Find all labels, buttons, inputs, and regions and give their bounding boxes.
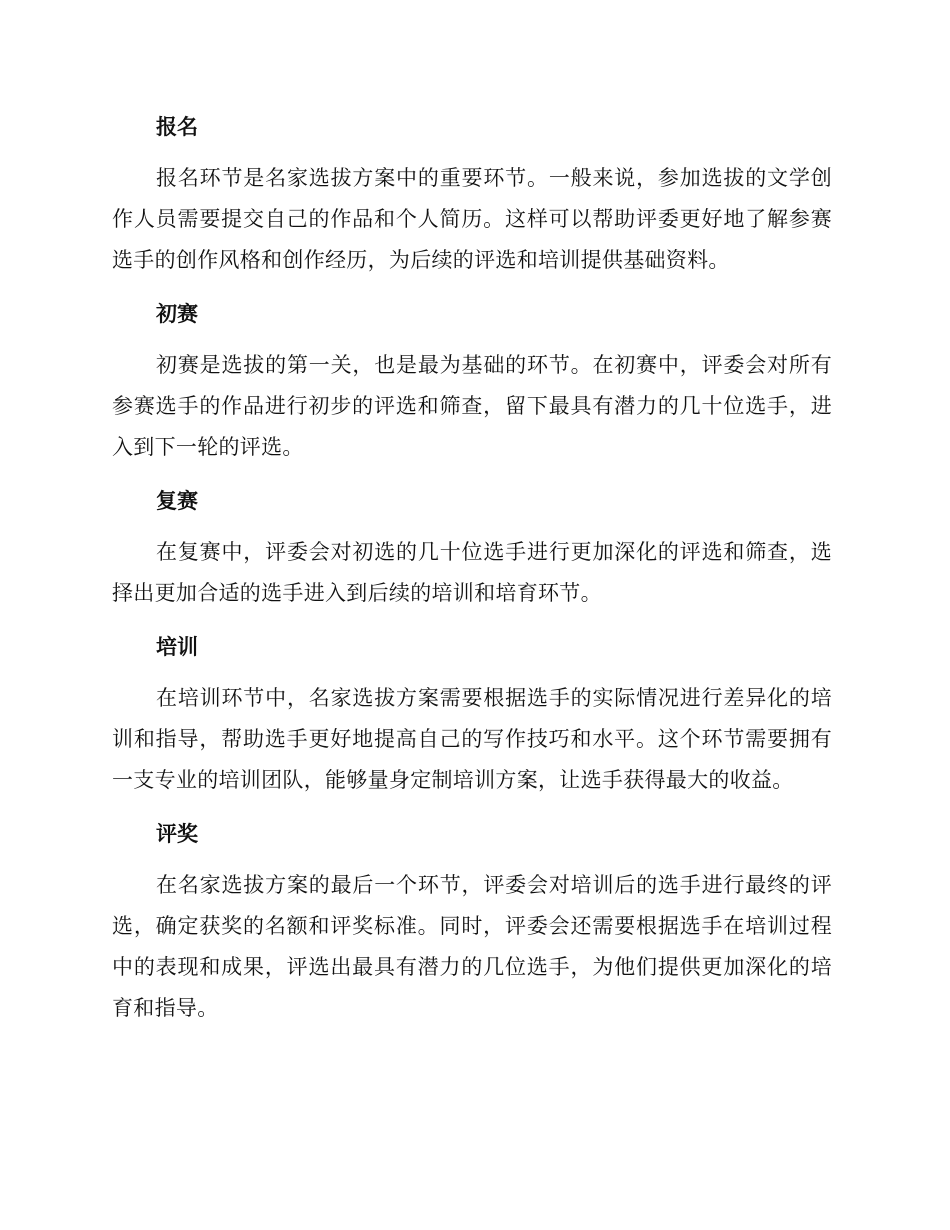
section-paragraph: 在名家选拔方案的最后一个环节，评委会对培训后的选手进行最终的评选，确定获奖的名额和评奖标准。同时，评委会还需要根据选手在培训过程中的表现和成果，评选出最具有潜力的几位选手，为他们提供更加深化的培育和指导。 xyxy=(112,873,832,1020)
section-heading: 复赛 xyxy=(156,489,198,513)
section-registration xyxy=(112,106,832,281)
section-preliminary xyxy=(112,293,832,468)
document-page xyxy=(112,106,832,1041)
section-awards xyxy=(112,813,832,1029)
section-heading: 初赛 xyxy=(156,302,198,326)
section-heading: 培训 xyxy=(156,635,198,659)
section-paragraph: 在培训环节中，名家选拔方案需要根据选手的实际情况进行差异化的培训和指导，帮助选手更好地提高自己的写作技巧和水平。这个环节需要拥有一支专业的培训团队，能够量身定制培训方案，让选手获得最大的收益。 xyxy=(112,686,832,792)
section-paragraph: 初赛是选拔的第一关，也是最为基础的环节。在初赛中，评委会对所有参赛选手的作品进行初步的评选和筛查，留下最具有潜力的几十位选手，进入到下一轮的评选。 xyxy=(112,353,832,459)
section-semifinal xyxy=(112,480,832,614)
section-training xyxy=(112,626,832,801)
section-heading: 报名 xyxy=(156,115,198,139)
section-heading: 评奖 xyxy=(156,822,198,846)
section-paragraph: 报名环节是名家选拔方案中的重要环节。一般来说，参加选拔的文学创作人员需要提交自己的作品和个人简历。这样可以帮助评委更好地了解参赛选手的创作风格和创作经历，为后续的评选和培训提供基础资料。 xyxy=(112,166,832,272)
section-paragraph: 在复赛中，评委会对初选的几十位选手进行更加深化的评选和筛查，选择出更加合适的选手进入到后续的培训和培育环节。 xyxy=(112,540,832,605)
